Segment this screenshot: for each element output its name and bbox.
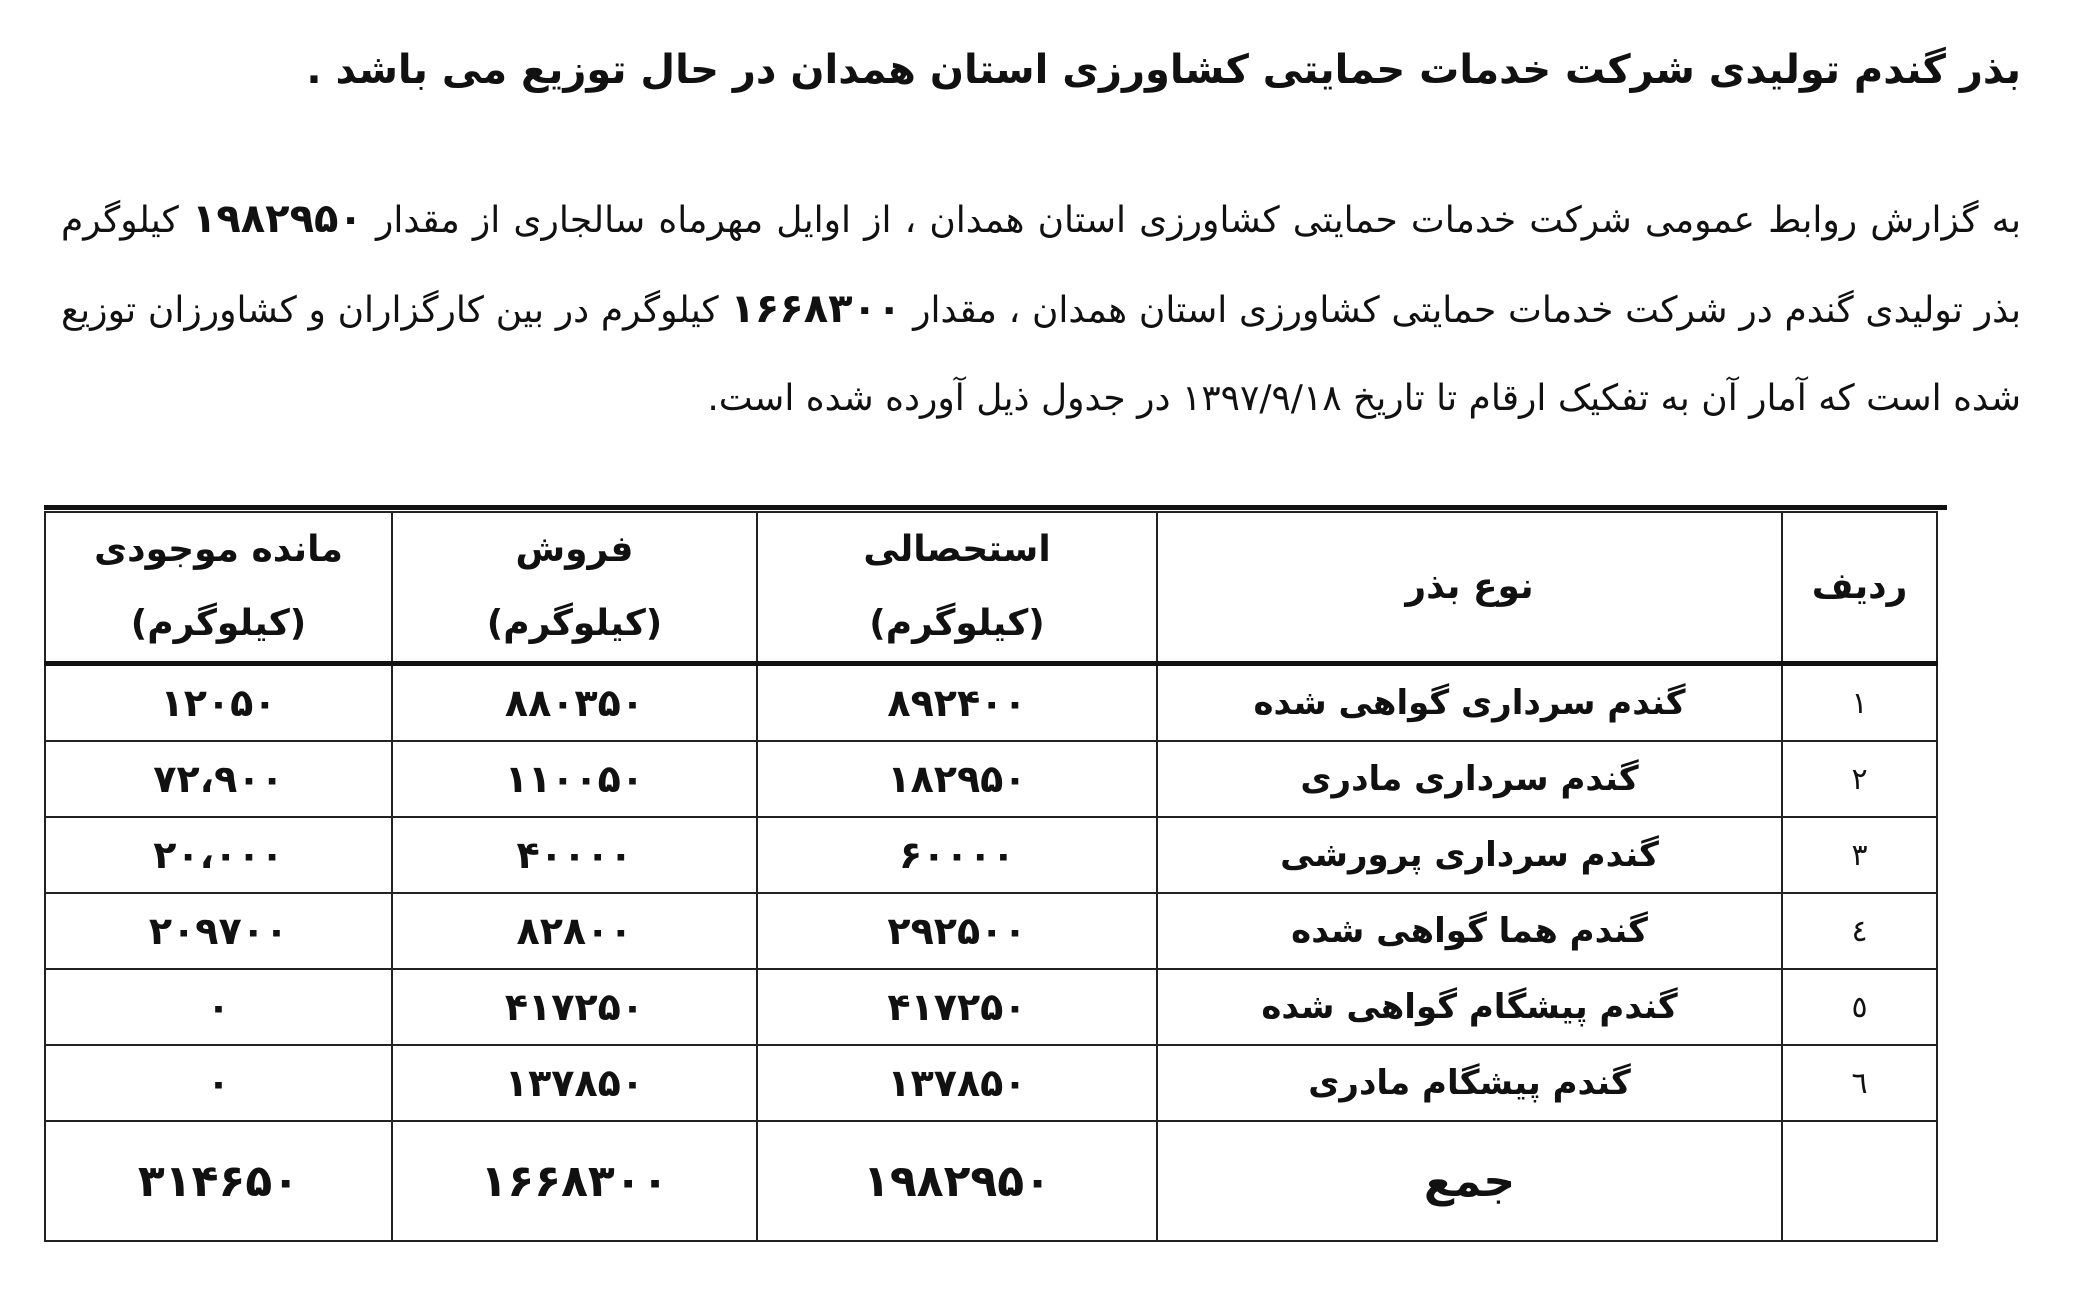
paragraph-text-2: کیلوگرم بذر تولیدی گندم در شرکت خدمات حمایتی کشاورزی استان همدان ، مقدار (61, 200, 2022, 331)
total-sales-cell: ۱۶۶۸۳۰۰ (392, 1121, 757, 1241)
row-number-cell: ۱ (1782, 664, 1937, 742)
total-remaining-cell: ۳۱۴۶۵۰ (45, 1121, 392, 1241)
header-remaining (45, 512, 392, 664)
paragraph-text-3: کیلوگرم در بین کارگزاران و کشاورزان توزیع شده است که آمار آن به تفکیک ارقام تا تاریخ ۱۳۹۷/۹/۱۸ در جدول ذیل آورده شده است. (61, 290, 2021, 419)
paragraph-text-1: به گزارش روابط عمومی شرکت خدمات حمایتی کشاورزی استان همدان ، از اوایل مهرماه سالجاری از مقدار (362, 200, 2021, 241)
table-row (45, 1045, 1937, 1121)
header-sales-unit: (کیلوگرم) (486, 603, 663, 644)
sales-cell: ۴۱۷۲۵۰ (392, 969, 757, 1045)
remaining-cell: ۰ (45, 969, 392, 1045)
harvest-cell: ۶۰۰۰۰ (757, 817, 1157, 893)
seed-kind-cell: گندم پیشگام مادری (1157, 1045, 1782, 1121)
row-number-cell: ٤ (1782, 893, 1937, 969)
paragraph-amount-distributed: ۱۶۶۸۳۰۰ (730, 286, 902, 332)
seed-kind-cell: گندم سرداری پرورشی (1157, 817, 1782, 893)
sales-cell: ۱۱۰۰۵۰ (392, 741, 757, 817)
table-row (45, 969, 1937, 1045)
header-sales (392, 512, 757, 664)
table-row (45, 741, 1937, 817)
seed-kind-cell: گندم سرداری گواهی شده (1157, 664, 1782, 742)
row-number-cell: ۲ (1782, 741, 1937, 817)
remaining-cell: ۷۲،۹۰۰ (45, 741, 392, 817)
header-sales-label: فروش (515, 529, 634, 570)
paragraph-amount-harvest: ۱۹۸۲۹۵۰ (191, 196, 363, 242)
seed-distribution-table (44, 511, 1938, 1242)
seed-kind-cell: گندم پیشگام گواهی شده (1157, 969, 1782, 1045)
table-header-row (45, 512, 1937, 664)
sales-cell: ۸۸۰۳۵۰ (392, 664, 757, 742)
row-number-cell: ۳ (1782, 817, 1937, 893)
harvest-cell: ۱۸۲۹۵۰ (757, 741, 1157, 817)
header-harvest-unit: (کیلوگرم) (869, 603, 1045, 644)
remaining-cell: ۰ (45, 1045, 392, 1121)
header-harvest (757, 512, 1157, 664)
row-number-cell: ٦ (1782, 1045, 1937, 1121)
harvest-cell: ۱۳۷۸۵۰ (757, 1045, 1157, 1121)
document-title: بذر گندم تولیدی شرکت خدمات حمایتی کشاورزی استان همدان در حال توزیع می باشد . (306, 47, 2021, 93)
sales-cell: ۱۳۷۸۵۰ (392, 1045, 757, 1121)
sales-cell: ۴۰۰۰۰ (392, 817, 757, 893)
row-number-cell: ٥ (1782, 969, 1937, 1045)
table-row (45, 817, 1937, 893)
table-total-row (45, 1121, 1937, 1241)
total-row-number-cell (1782, 1121, 1937, 1241)
header-remaining-unit: (کیلوگرم) (130, 603, 307, 644)
seed-kind-cell: گندم سرداری مادری (1157, 741, 1782, 817)
table-row (45, 664, 1937, 742)
remaining-cell: ۲۰۹۷۰۰ (45, 893, 392, 969)
harvest-cell: ۴۱۷۲۵۰ (757, 969, 1157, 1045)
report-paragraph (61, 175, 2021, 443)
total-harvest-cell: ۱۹۸۲۹۵۰ (757, 1121, 1157, 1241)
total-label-cell: جمع (1157, 1121, 1782, 1241)
remaining-cell: ۲۰،۰۰۰ (45, 817, 392, 893)
seed-kind-cell: گندم هما گواهی شده (1157, 893, 1782, 969)
header-remaining-label: مانده موجودی (94, 529, 343, 570)
header-row-number: ردیف (1782, 512, 1937, 664)
table-top-rule (44, 505, 1947, 510)
sales-cell: ۸۲۸۰۰ (392, 893, 757, 969)
header-seed-kind: نوع بذر (1157, 512, 1782, 664)
harvest-cell: ۸۹۲۴۰۰ (757, 664, 1157, 742)
harvest-cell: ۲۹۲۵۰۰ (757, 893, 1157, 969)
header-harvest-label: استحصالی (863, 529, 1051, 570)
remaining-cell: ۱۲۰۵۰ (45, 664, 392, 742)
table-row (45, 893, 1937, 969)
